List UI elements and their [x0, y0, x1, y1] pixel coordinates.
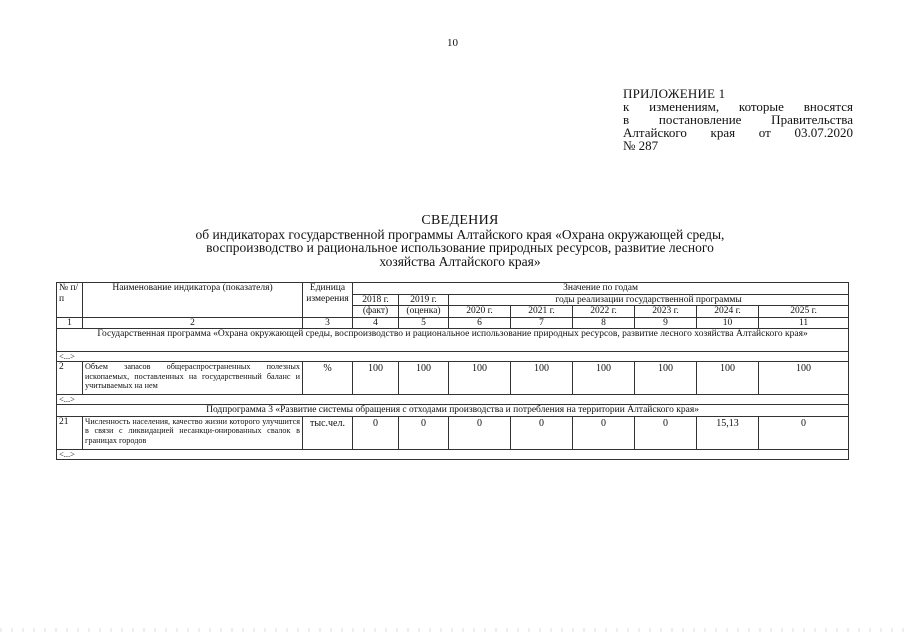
ellipsis-row: <...>	[57, 449, 849, 459]
title-line: воспроизводство и рациональное использование природных ресурсов, развитие лесного	[206, 240, 714, 255]
appendix-line: № 287	[623, 138, 659, 153]
column-number: 1	[57, 317, 83, 329]
table-row	[57, 362, 849, 395]
value-cell: 100	[449, 362, 511, 395]
value-cell: 100	[573, 362, 635, 395]
value-cell: 0	[511, 416, 573, 449]
column-number: 4	[353, 317, 399, 329]
ellipsis-row: <...>	[57, 352, 849, 362]
column-number: 10	[697, 317, 759, 329]
appendix-line: в постановление Правительства	[623, 112, 853, 127]
header-name: Наименование индикатора (показателя)	[83, 283, 303, 318]
indicators-table	[56, 282, 849, 460]
appendix-block	[623, 87, 853, 152]
value-cell: 0	[573, 416, 635, 449]
value-cell: 100	[399, 362, 449, 395]
header-year-2019: 2019 г.	[399, 294, 449, 306]
column-number: 11	[759, 317, 849, 329]
column-number: 2	[83, 317, 303, 329]
value-cell: 0	[759, 416, 849, 449]
title-line: об индикаторах государственной программы Алтайского края «Охрана окружающей среды,	[195, 226, 725, 242]
header-year: 2021 г.	[511, 306, 573, 318]
header-fact: (факт)	[353, 306, 399, 318]
column-number: 8	[573, 317, 635, 329]
header-year: 2020 г.	[449, 306, 511, 318]
value-cell: 0	[635, 416, 697, 449]
value-cell: 15,13	[697, 416, 759, 449]
indicator-name: Численность населения, качество жизни которого улучшится в связи с ликвидацией несанкци-онированных свалок в границах городов	[83, 416, 303, 449]
column-number: 3	[303, 317, 353, 329]
column-number: 5	[399, 317, 449, 329]
value-cell: 0	[353, 416, 399, 449]
header-program-years: годы реализации государственной программы	[449, 294, 849, 306]
indicator-unit: тыс.чел.	[303, 416, 353, 449]
column-number: 6	[449, 317, 511, 329]
value-cell: 100	[635, 362, 697, 395]
title-line: хозяйства Алтайского края»	[379, 253, 541, 269]
indicator-name: Объем запасов общераспространенных полезных ископаемых, поставленных на государственный баланс и учитываемых на нем	[83, 362, 303, 395]
value-cell: 100	[697, 362, 759, 395]
header-year: 2024 г.	[697, 306, 759, 318]
column-number: 7	[511, 317, 573, 329]
header-year: 2023 г.	[635, 306, 697, 318]
header-estimate: (оценка)	[399, 306, 449, 318]
value-cell: 100	[759, 362, 849, 395]
subprogram-title-row: Подпрограмма 3 «Развитие системы обращения с отходами производства и потребления на территории Алтайского края»	[57, 405, 849, 417]
column-number: 9	[635, 317, 697, 329]
appendix-line: Алтайского края от 03.07.2020	[623, 125, 853, 140]
header-unit: Единица измерения	[303, 283, 353, 318]
header-year: 2022 г.	[573, 306, 635, 318]
page-number: 10	[447, 37, 458, 49]
indicator-unit: %	[303, 362, 353, 395]
header-year: 2025 г.	[759, 306, 849, 318]
table-row	[57, 416, 849, 449]
header-num: № п/п	[57, 283, 83, 318]
header-values-by-year: Значение по годам	[353, 283, 849, 295]
header-year-2018: 2018 г.	[353, 294, 399, 306]
appendix-heading: ПРИЛОЖЕНИЕ 1	[623, 86, 726, 101]
document-title	[120, 214, 800, 268]
value-cell: 0	[399, 416, 449, 449]
value-cell: 0	[449, 416, 511, 449]
row-num: 2	[57, 362, 83, 395]
appendix-line: к изменениям, которые вносятся	[623, 99, 853, 114]
value-cell: 100	[511, 362, 573, 395]
ellipsis-row: <...>	[57, 395, 849, 405]
value-cell: 100	[353, 362, 399, 395]
title-heading: СВЕДЕНИЯ	[421, 213, 499, 228]
program-title-row: Государственная программа «Охрана окружающей среды, воспроизводство и рациональное использование природных ресурсов, развитие лесного хозяйства Алтайского края»	[57, 329, 849, 352]
scan-artifact	[0, 628, 905, 632]
row-num: 21	[57, 416, 83, 449]
